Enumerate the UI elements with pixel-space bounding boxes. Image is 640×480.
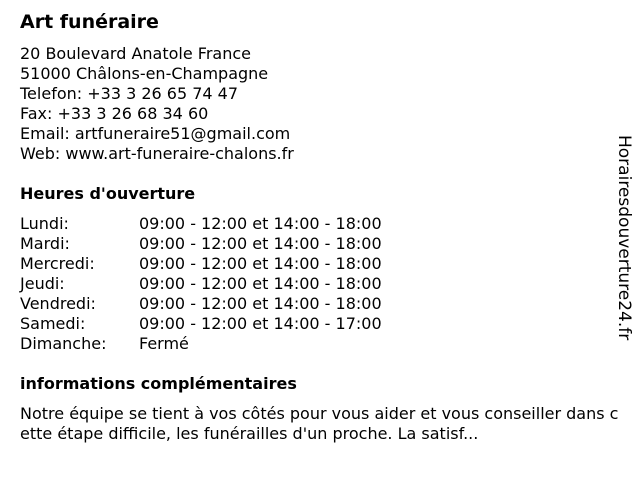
address-street: 20 Boulevard Anatole France <box>20 44 251 63</box>
info-description: Notre équipe se tient à vos côtés pour vous aider et vous conseiller dans cette étape difficile, les funérailles d'un proche. La satisf... <box>20 404 619 443</box>
time-value: 09:00 - 12:00 et 14:00 - 18:00 <box>139 294 382 313</box>
day-label: Mercredi: <box>20 254 95 273</box>
time-value: 09:00 - 12:00 et 14:00 - 18:00 <box>139 234 382 253</box>
day-label: Jeudi: <box>20 274 65 293</box>
day-label: Lundi: <box>20 214 69 233</box>
day-label: Mardi: <box>20 234 70 253</box>
web-line: Web: www.art-funeraire-chalons.fr <box>20 144 294 163</box>
time-value: 09:00 - 12:00 et 14:00 - 18:00 <box>139 254 382 273</box>
phone-line: Telefon: +33 3 26 65 74 47 <box>20 84 239 103</box>
address-city: 51000 Châlons-en-Champagne <box>20 64 269 83</box>
day-label: Dimanche: <box>20 334 107 353</box>
time-value: 09:00 - 12:00 et 14:00 - 18:00 <box>139 274 382 293</box>
hours-heading: Heures d'ouverture <box>20 184 196 203</box>
info-heading: informations complémentaires <box>20 374 297 393</box>
email-line: Email: artfuneraire51@gmail.com <box>20 124 291 143</box>
time-value: 09:00 - 12:00 et 14:00 - 18:00 <box>139 214 382 233</box>
contact-block <box>20 44 294 164</box>
time-value: Fermé <box>139 334 189 353</box>
day-label: Vendredi: <box>20 294 96 313</box>
fax-line: Fax: +33 3 26 68 34 60 <box>20 104 209 123</box>
watermark <box>612 135 636 369</box>
business-name: Art funéraire <box>20 11 159 33</box>
time-value: 09:00 - 12:00 et 14:00 - 17:00 <box>139 314 382 333</box>
day-label: Samedi: <box>20 314 86 333</box>
watermark-text: Horairesdouverture24.fr <box>614 135 634 341</box>
